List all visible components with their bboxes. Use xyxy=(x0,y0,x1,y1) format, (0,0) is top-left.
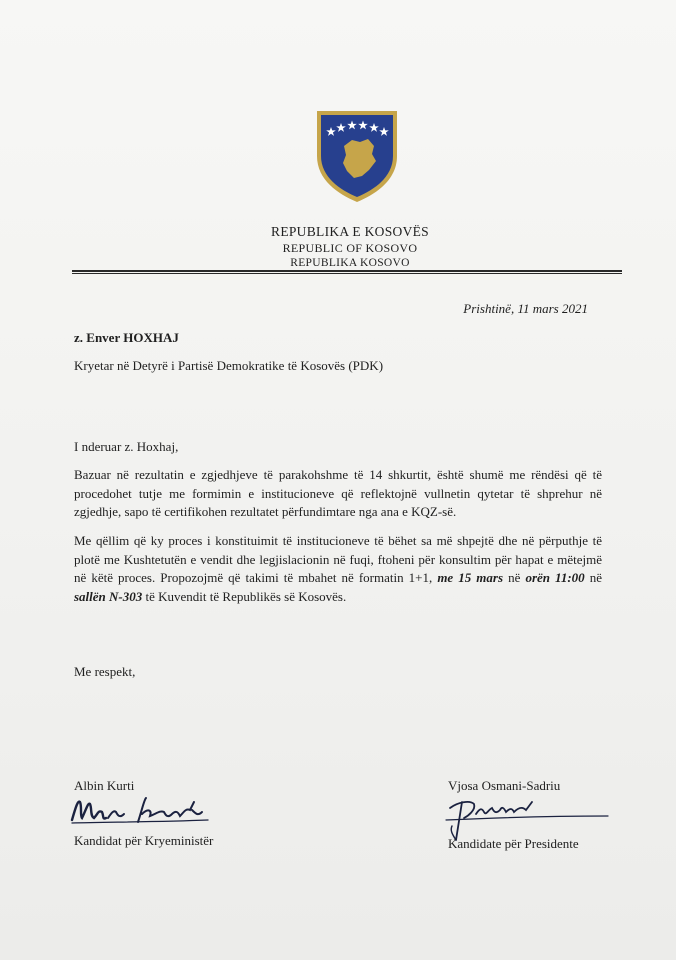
header-line-2: REPUBLIC OF KOSOVO xyxy=(282,241,418,255)
body-paragraph-2 xyxy=(74,532,602,606)
meeting-time: orën 11:00 xyxy=(525,570,585,585)
header-divider-thin xyxy=(72,273,622,274)
meeting-date: me 15 mars xyxy=(437,570,504,585)
signatory-left-name: Albin Kurti xyxy=(74,778,135,793)
header-line-3: REPUBLIKA KOSOVO xyxy=(290,257,410,269)
recipient-name: z. Enver HOXHAJ xyxy=(74,330,179,345)
signature-left-icon xyxy=(68,792,218,828)
recipient-title: Kryetar në Detyrë i Partisë Demokratike të Kosovës (PDK) xyxy=(74,358,384,373)
p2-text-g: të Kuvendit të Republikës së Kosovës. xyxy=(142,588,347,604)
signatory-right-role: Kandidate për Presidente xyxy=(448,836,579,851)
body-paragraph-1: Bazuar në rezultatin e zgjedhjeve të parakohshme të 14 shkurtit, është shumë me rëndësi që të procedohet tutje me formimin e institucioneve që reflektojnë vullnetin qytetar të shprehur në zgjedhje, sapo të certifikohen rezultatet përfundimtare nga ana e KQZ-së. xyxy=(74,467,602,519)
signatory-right-name: Vjosa Osmani-Sadriu xyxy=(448,778,561,793)
salutation: I nderuar z. Hoxhaj, xyxy=(74,439,179,454)
meeting-room: sallën N-303 xyxy=(74,588,143,604)
p2-text-e: në xyxy=(584,570,602,585)
p2-text-c: në xyxy=(503,570,526,585)
letter-date: Prishtinë, 11 mars 2021 xyxy=(463,301,588,316)
header-divider xyxy=(72,270,622,272)
header-line-1: REPUBLIKA E KOSOVËS xyxy=(271,224,429,239)
kosovo-coat-of-arms-icon xyxy=(314,108,400,204)
p2-text-a: Me qëllim që ky proces i konstituimit të institucioneve të bëhet sa më shpejtë dhe në përputhje të plotë me Kushtetutën e vendit dhe legjislacionin në fuqi, ftoheni për konsultim për hapat e mëtejmë në këtë proces. Propozojmë që takimi të mbahet në formatin 1+1, xyxy=(74,533,602,585)
signatory-left-role: Kandidat për Kryeministër xyxy=(74,833,214,848)
closing: Me respekt, xyxy=(74,664,136,679)
